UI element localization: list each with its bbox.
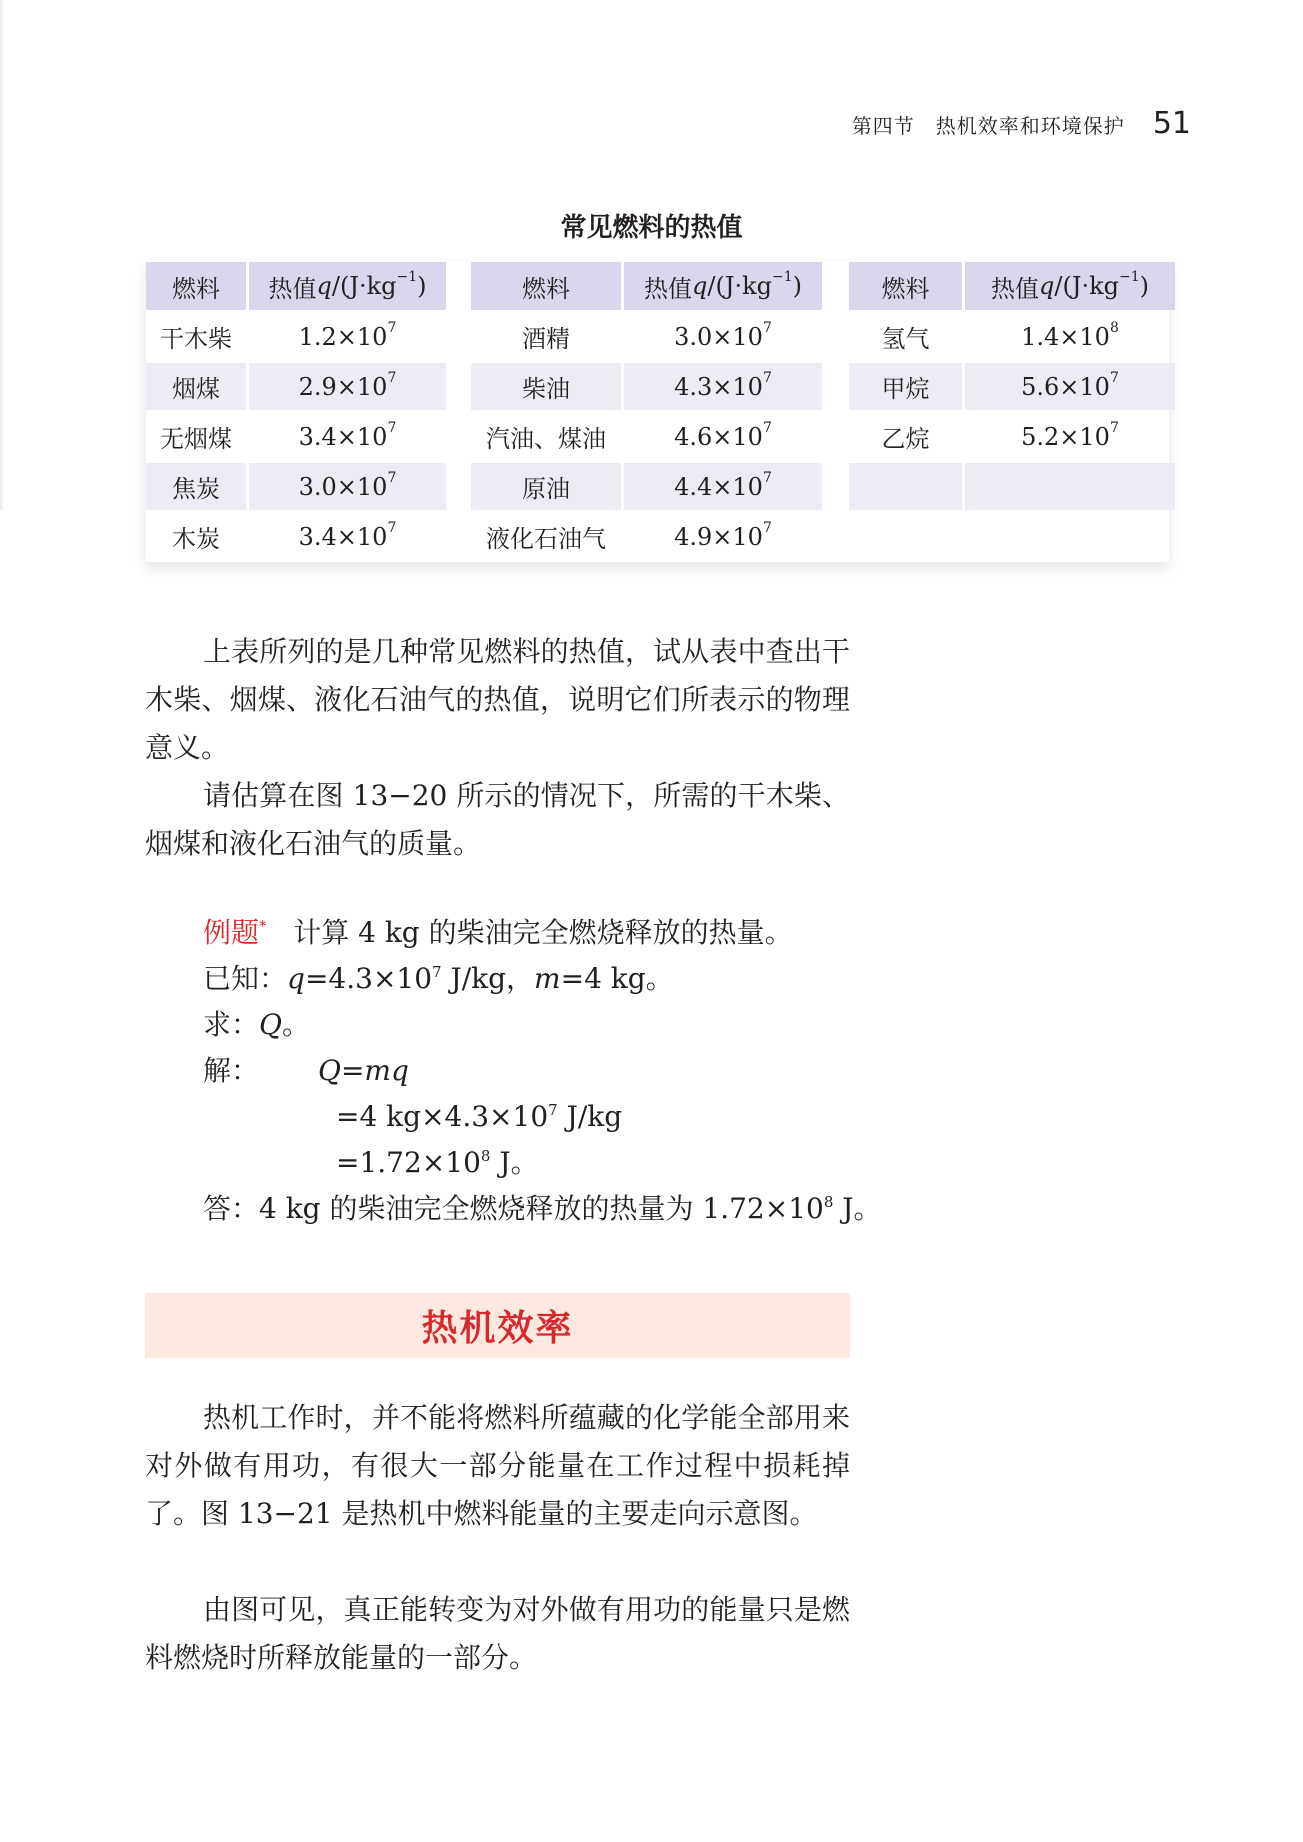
find-Q-symbol: Q	[259, 1008, 282, 1041]
table-header-heat-value: 热值 q /(J·kg $^{-1}$ )	[249, 262, 446, 310]
fuel-heat-value-table	[146, 262, 1169, 562]
table-cell-heat-value: 4.4×10 $^7$	[624, 463, 822, 510]
table-cell-fuel: 酒精	[522, 325, 570, 353]
table-cell-heat-value: 4.3×10 $^7$	[624, 363, 822, 410]
table-cell-fuel: 木炭	[172, 525, 220, 553]
table-cell-heat-value: 1.2×10 $^7$	[298, 319, 397, 351]
table-cell-heat-value: 5.6×10 $^7$	[965, 363, 1175, 410]
example-step-1	[336, 1094, 622, 1144]
known-q-unit: J/kg，	[441, 962, 535, 995]
table-cell-heat-value: 2.9×10 $^7$	[249, 363, 446, 410]
known-m-symbol: m	[534, 962, 561, 995]
solve-prefix: 解：	[203, 1054, 260, 1087]
step2-exponent: 8	[480, 1147, 491, 1165]
known-q-symbol: q	[287, 962, 305, 995]
find-prefix: 求：	[203, 1008, 260, 1041]
answer-unit: J。	[833, 1192, 882, 1225]
table-cell-fuel: 乙烷	[881, 425, 930, 453]
table-cell-fuel: 柴油	[471, 363, 621, 410]
table-cell-heat-value: 4.6×10 $^7$	[674, 419, 772, 451]
find-suffix: 。	[281, 1008, 310, 1041]
known-q-exponent: 7	[432, 963, 442, 981]
table-cell-fuel: 原油	[471, 463, 621, 510]
table-cell-heat-value: 1.4×10 $^8$	[1021, 319, 1119, 351]
page-edge-shadow	[0, 0, 4, 510]
paragraph-conclusion: 由图可见，真正能转变为对外做有用功的能量只是燃料燃烧时所释放能量的一部分。	[145, 1593, 850, 1674]
table-cell-heat-value: 3.4×10 $^7$	[298, 519, 397, 551]
table-cell-heat-value: 5.2×10 $^7$	[1021, 419, 1119, 451]
table-cell-fuel	[849, 513, 962, 560]
example-question-line	[203, 910, 793, 960]
table-cell-fuel: 氢气	[881, 325, 930, 353]
example-question: 计算 4 kg 的柴油完全燃烧释放的热量。	[293, 916, 793, 949]
table-header-fuel: 燃料	[471, 262, 621, 310]
answer-exponent: 8	[823, 1193, 834, 1211]
table-cell-heat-value: 3.4×10 $^7$	[298, 419, 397, 451]
table-cell-heat-value: 4.9×10 $^7$	[674, 519, 772, 551]
paragraph-estimate-question: 请估算在图 13−20 所示的情况下，所需的干木柴、烟煤和液化石油气的质量。	[145, 779, 850, 860]
example-answer	[203, 1186, 882, 1236]
step1-unit: J/kg	[557, 1100, 623, 1133]
header-section-title: 第四节 热机效率和环境保护	[851, 114, 1125, 138]
known-m-value: =4 kg。	[560, 962, 674, 995]
paragraph-table-question: 上表所列的是几种常见燃料的热值，试从表中查出干木柴、烟煤、液化石油气的热值，说明它们所表示的物理意义。	[145, 635, 850, 764]
table-cell-heat-value: 3.0×10 $^7$	[249, 463, 446, 510]
step1-text: =4 kg×4.3×10	[336, 1100, 549, 1133]
answer-text: 答：4 kg 的柴油完全燃烧释放的热量为 1.72×10	[203, 1192, 824, 1225]
table-cell-fuel: 无烟煤	[160, 425, 232, 453]
example-step-2	[336, 1140, 539, 1190]
table-cell-fuel: 汽油、煤油	[486, 425, 606, 453]
known-prefix: 已知：	[203, 962, 288, 995]
known-q-value: =4.3×10	[304, 962, 433, 995]
paragraph-heat-engine: 热机工作时，并不能将燃料所蕴藏的化学能全部用来对外做有用功，有很大一部分能量在工作过程中损耗掉了。图 13−21 是热机中燃料能量的主要走向示意图。	[145, 1401, 850, 1530]
example-formula: Q=mq	[318, 1054, 409, 1087]
step2-text: =1.72×10	[336, 1146, 481, 1179]
step1-exponent: 7	[548, 1101, 558, 1119]
table-cell-fuel: 甲烷	[849, 363, 962, 410]
table-cell-fuel: 干木柴	[160, 325, 232, 353]
table-header-fuel: 燃料	[849, 262, 962, 310]
example-known-line	[203, 956, 674, 1006]
page-number: 51	[1152, 106, 1191, 141]
table-cell-heat-value	[965, 513, 1175, 560]
running-header	[852, 106, 1191, 141]
table-header-heat-value: 热值 q /(J·kg $^{-1}$ )	[965, 262, 1175, 310]
example-find-line	[203, 1002, 310, 1048]
section-heading: 热机效率	[421, 1308, 574, 1349]
section-heading-banner	[145, 1293, 850, 1358]
table-cell-fuel: 焦炭	[146, 463, 246, 510]
table-cell-heat-value	[965, 463, 1175, 510]
example-solve-line	[203, 1048, 259, 1094]
table-title: 常见燃料的热值	[560, 213, 743, 243]
table-header-fuel: 燃料	[146, 262, 246, 310]
example-label: 例题	[203, 916, 260, 949]
table-cell-fuel: 烟煤	[146, 363, 246, 410]
table-cell-heat-value: 3.0×10 $^7$	[674, 319, 772, 351]
table-cell-fuel: 液化石油气	[486, 525, 606, 553]
table-cell-fuel	[849, 463, 962, 510]
step2-unit: J。	[490, 1146, 539, 1179]
table-header-heat-value: 热值 q /(J·kg $^{-1}$ )	[624, 262, 822, 310]
example-star: *	[259, 917, 267, 935]
